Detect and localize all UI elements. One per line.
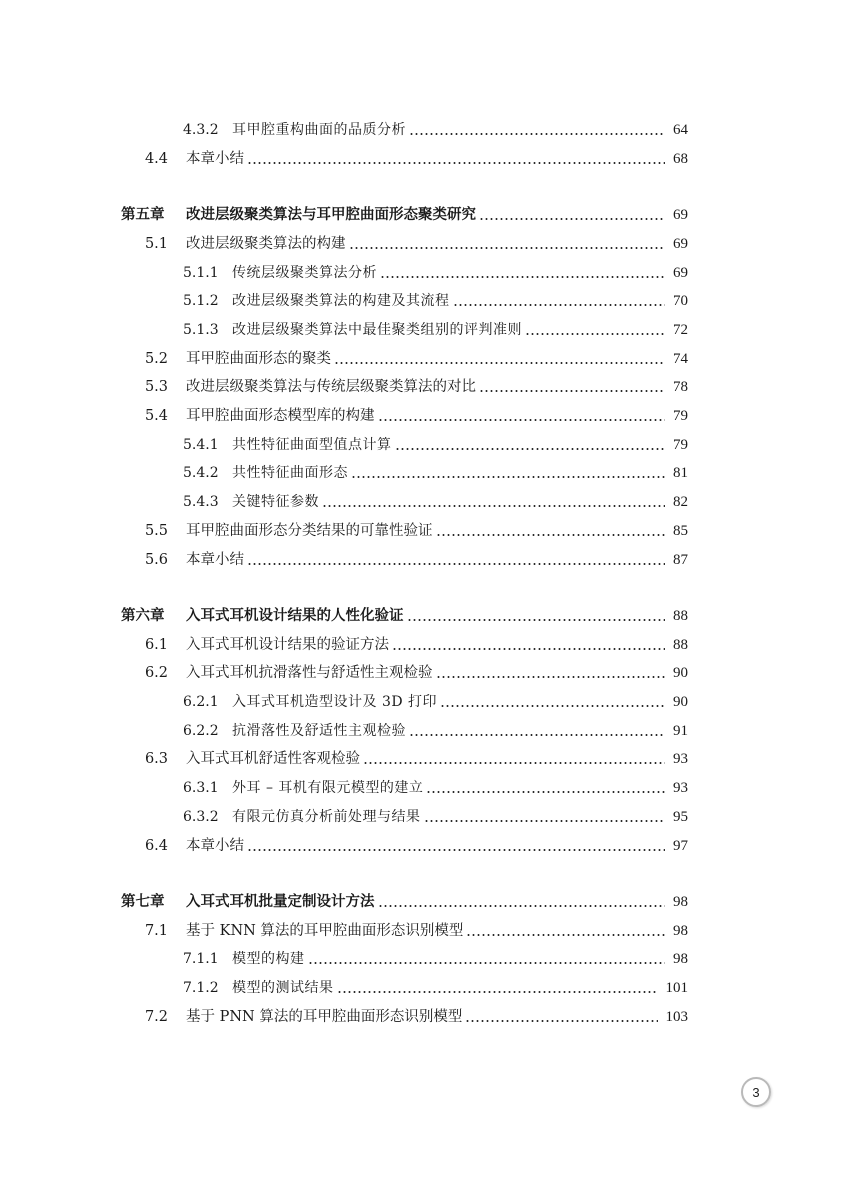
toc-entry-chapter[interactable] xyxy=(0,889,850,911)
toc-entry-number: 5.3 xyxy=(144,379,168,395)
toc-entry-number: 6.4 xyxy=(144,838,168,854)
dot-leader xyxy=(378,419,665,421)
toc-entry-page: 97 xyxy=(673,838,688,854)
toc-entry-number: 5.1 xyxy=(144,236,168,252)
dot-leader xyxy=(465,1020,658,1022)
toc-entry-number: 5.1.2 xyxy=(183,293,219,309)
toc-entry-section[interactable] xyxy=(0,632,850,654)
toc-entry-number: 5.4 xyxy=(144,408,168,424)
toc-entry-title: 改进层级聚类算法与传统层级聚类算法的对比 xyxy=(186,379,476,395)
toc-entry-title: 外耳 – 耳机有限元模型的建立 xyxy=(232,780,424,796)
toc-entry-title: 改进层级聚类算法的构建 xyxy=(186,236,346,252)
toc-entry-title: 有限元仿真分析前处理与结果 xyxy=(232,809,421,825)
toc-entry-number: 6.2.1 xyxy=(183,694,219,710)
dot-leader xyxy=(407,619,665,621)
toc-entry-page: 90 xyxy=(673,694,688,710)
toc-entry-page: 98 xyxy=(673,894,688,910)
toc-entry-subsection[interactable] xyxy=(0,288,850,310)
toc-entry-number: 7.1.2 xyxy=(183,980,219,996)
dot-leader xyxy=(453,304,665,306)
toc-entry-title: 本章小结 xyxy=(186,838,244,854)
toc-entry-number: 7.1 xyxy=(144,923,168,939)
toc-entry-page: 88 xyxy=(673,637,688,653)
toc-entry-page: 78 xyxy=(673,379,688,395)
dot-leader xyxy=(351,476,665,478)
toc-entry-title: 耳甲腔曲面形态模型库的构建 xyxy=(186,408,375,424)
toc-entry-page: 81 xyxy=(673,465,688,481)
toc-entry-subsection[interactable] xyxy=(0,689,850,711)
toc-entry-title: 耳甲腔重构曲面的品质分析 xyxy=(232,122,406,138)
toc-entry-number: 4.3.2 xyxy=(183,122,219,138)
toc-entry-page: 72 xyxy=(673,322,688,338)
toc-entry-title: 关键特征参数 xyxy=(232,494,319,510)
toc-entry-number: 7.1.1 xyxy=(183,951,219,967)
dot-leader xyxy=(409,133,665,135)
dot-leader xyxy=(392,648,665,650)
toc-entry-title: 改进层级聚类算法与耳甲腔曲面形态聚类研究 xyxy=(186,206,476,223)
toc-entry-page: 69 xyxy=(673,236,688,252)
toc-entry-number: 5.4.2 xyxy=(183,465,219,481)
toc-entry-title: 基于 PNN 算法的耳甲腔曲面形态识别模型 xyxy=(186,1009,463,1025)
toc-entry-page: 93 xyxy=(673,780,688,796)
dot-leader xyxy=(247,563,665,565)
toc-entry-number: 5.4.1 xyxy=(183,437,219,453)
toc-entry-number: 第六章 xyxy=(121,607,165,624)
toc-entry-section[interactable] xyxy=(0,374,850,396)
toc-entry-title: 改进层级聚类算法的构建及其流程 xyxy=(232,293,450,309)
dot-leader xyxy=(466,934,665,936)
dot-leader xyxy=(479,218,665,220)
toc-entry-number: 7.2 xyxy=(144,1009,168,1025)
toc-entry-title: 入耳式耳机设计结果的人性化验证 xyxy=(186,607,404,624)
toc-entry-subsection[interactable] xyxy=(0,460,850,482)
toc-entry-page: 64 xyxy=(673,122,688,138)
dot-leader xyxy=(426,791,665,793)
toc-entry-section[interactable] xyxy=(0,918,850,940)
toc-entry-page: 93 xyxy=(673,751,688,767)
toc-entry-title: 入耳式耳机造型设计及 3D 打印 xyxy=(232,694,438,710)
toc-entry-page: 69 xyxy=(673,207,688,223)
toc-entry-title: 模型的构建 xyxy=(232,951,305,967)
dot-leader xyxy=(378,905,665,907)
toc-entry-page: 79 xyxy=(673,437,688,453)
toc-entry-title: 抗滑落性及舒适性主观检验 xyxy=(232,723,406,739)
toc-entry-number: 5.2 xyxy=(144,351,168,367)
toc-entry-page: 70 xyxy=(673,293,688,309)
toc-entry-section[interactable] xyxy=(0,660,850,682)
dot-leader xyxy=(380,276,665,278)
dot-leader xyxy=(308,962,665,964)
toc-entry-subsection[interactable] xyxy=(0,946,850,968)
toc-entry-section[interactable] xyxy=(0,547,850,569)
toc-entry-number: 5.6 xyxy=(144,552,168,568)
dot-leader xyxy=(247,849,665,851)
toc-entry-title: 耳甲腔曲面形态的聚类 xyxy=(186,351,331,367)
dot-leader xyxy=(436,534,665,536)
toc-entry-section[interactable] xyxy=(0,833,850,855)
toc-entry-page: 68 xyxy=(673,151,688,167)
toc-entry-page: 69 xyxy=(673,265,688,281)
toc-entry-subsection[interactable] xyxy=(0,718,850,740)
dot-leader xyxy=(479,390,665,392)
toc-entry-title: 本章小结 xyxy=(186,552,244,568)
toc-entry-chapter[interactable] xyxy=(0,202,850,224)
toc-entry-title: 本章小结 xyxy=(186,151,244,167)
toc-entry-section[interactable] xyxy=(0,746,850,768)
toc-entry-section[interactable] xyxy=(0,146,850,168)
dot-leader xyxy=(334,362,665,364)
dot-leader xyxy=(436,676,665,678)
dot-leader xyxy=(337,991,658,993)
dot-leader xyxy=(525,333,665,335)
toc-entry-title: 共性特征曲面形态 xyxy=(232,465,348,481)
dot-leader xyxy=(409,734,665,736)
toc-entry-section[interactable] xyxy=(0,403,850,425)
dot-leader xyxy=(440,705,665,707)
toc-entry-subsection[interactable] xyxy=(0,775,850,797)
toc-entry-title: 耳甲腔曲面形态分类结果的可靠性验证 xyxy=(186,523,433,539)
toc-entry-number: 6.3.2 xyxy=(183,809,219,825)
toc-entry-number: 5.1.3 xyxy=(183,322,219,338)
toc-entry-subsection[interactable] xyxy=(0,317,850,339)
toc-entry-section[interactable] xyxy=(0,346,850,368)
toc-entry-number: 6.3 xyxy=(144,751,168,767)
toc-entry-page: 87 xyxy=(673,552,688,568)
toc-entry-number: 第五章 xyxy=(121,206,165,223)
toc-entry-subsection[interactable] xyxy=(0,489,850,511)
toc-entry-subsection[interactable] xyxy=(0,260,850,282)
dot-leader xyxy=(395,448,665,450)
toc-entry-title: 传统层级聚类算法分析 xyxy=(232,265,377,281)
dot-leader xyxy=(247,162,665,164)
toc-entry-title: 改进层级聚类算法中最佳聚类组别的评判准则 xyxy=(232,322,522,338)
dot-leader xyxy=(322,505,665,507)
toc-entry-page: 82 xyxy=(673,494,688,510)
toc-entry-number: 4.4 xyxy=(144,151,168,167)
toc-entry-page: 95 xyxy=(673,809,688,825)
toc-entry-page: 101 xyxy=(665,980,688,996)
toc-entry-title: 入耳式耳机设计结果的验证方法 xyxy=(186,637,389,653)
toc-entry-number: 6.1 xyxy=(144,637,168,653)
toc-entry-title: 入耳式耳机抗滑落性与舒适性主观检验 xyxy=(186,665,433,681)
toc-entry-chapter[interactable] xyxy=(0,603,850,625)
dot-leader xyxy=(363,762,665,764)
toc-entry-number: 6.2 xyxy=(144,665,168,681)
toc-entry-page: 85 xyxy=(673,523,688,539)
toc-entry-number: 5.1.1 xyxy=(183,265,219,281)
toc-entry-number: 5.5 xyxy=(144,523,168,539)
toc-entry-section[interactable] xyxy=(0,231,850,253)
toc-entry-page: 91 xyxy=(673,723,688,739)
toc-entry-page: 103 xyxy=(665,1009,688,1025)
toc-entry-page: 90 xyxy=(673,665,688,681)
page-number-badge: 3 xyxy=(741,1077,771,1107)
toc-entry-title: 模型的测试结果 xyxy=(232,980,334,996)
toc-entry-subsection[interactable] xyxy=(0,975,850,997)
toc-entry-section[interactable] xyxy=(0,518,850,540)
toc-entry-title: 基于 KNN 算法的耳甲腔曲面形态识别模型 xyxy=(186,923,464,939)
toc-entry-section[interactable] xyxy=(0,1004,850,1026)
toc-entry-subsection[interactable] xyxy=(0,432,850,454)
toc-entry-subsection[interactable] xyxy=(0,804,850,826)
toc-entry-page: 79 xyxy=(673,408,688,424)
toc-entry-page: 74 xyxy=(673,351,688,367)
toc-entry-number: 6.3.1 xyxy=(183,780,219,796)
toc-entry-title: 入耳式耳机舒适性客观检验 xyxy=(186,751,360,767)
dot-leader xyxy=(424,820,665,822)
dot-leader xyxy=(349,247,665,249)
toc-entry-number: 5.4.3 xyxy=(183,494,219,510)
toc-entry-number: 第七章 xyxy=(121,893,165,910)
toc-entry-page: 98 xyxy=(673,923,688,939)
toc-entry-number: 6.2.2 xyxy=(183,723,219,739)
toc-entry-title: 入耳式耳机批量定制设计方法 xyxy=(186,893,375,910)
toc-entry-title: 共性特征曲面型值点计算 xyxy=(232,437,392,453)
toc-entry-page: 98 xyxy=(673,951,688,967)
toc-entry-subsection[interactable] xyxy=(0,117,850,139)
toc-entry-page: 88 xyxy=(673,608,688,624)
